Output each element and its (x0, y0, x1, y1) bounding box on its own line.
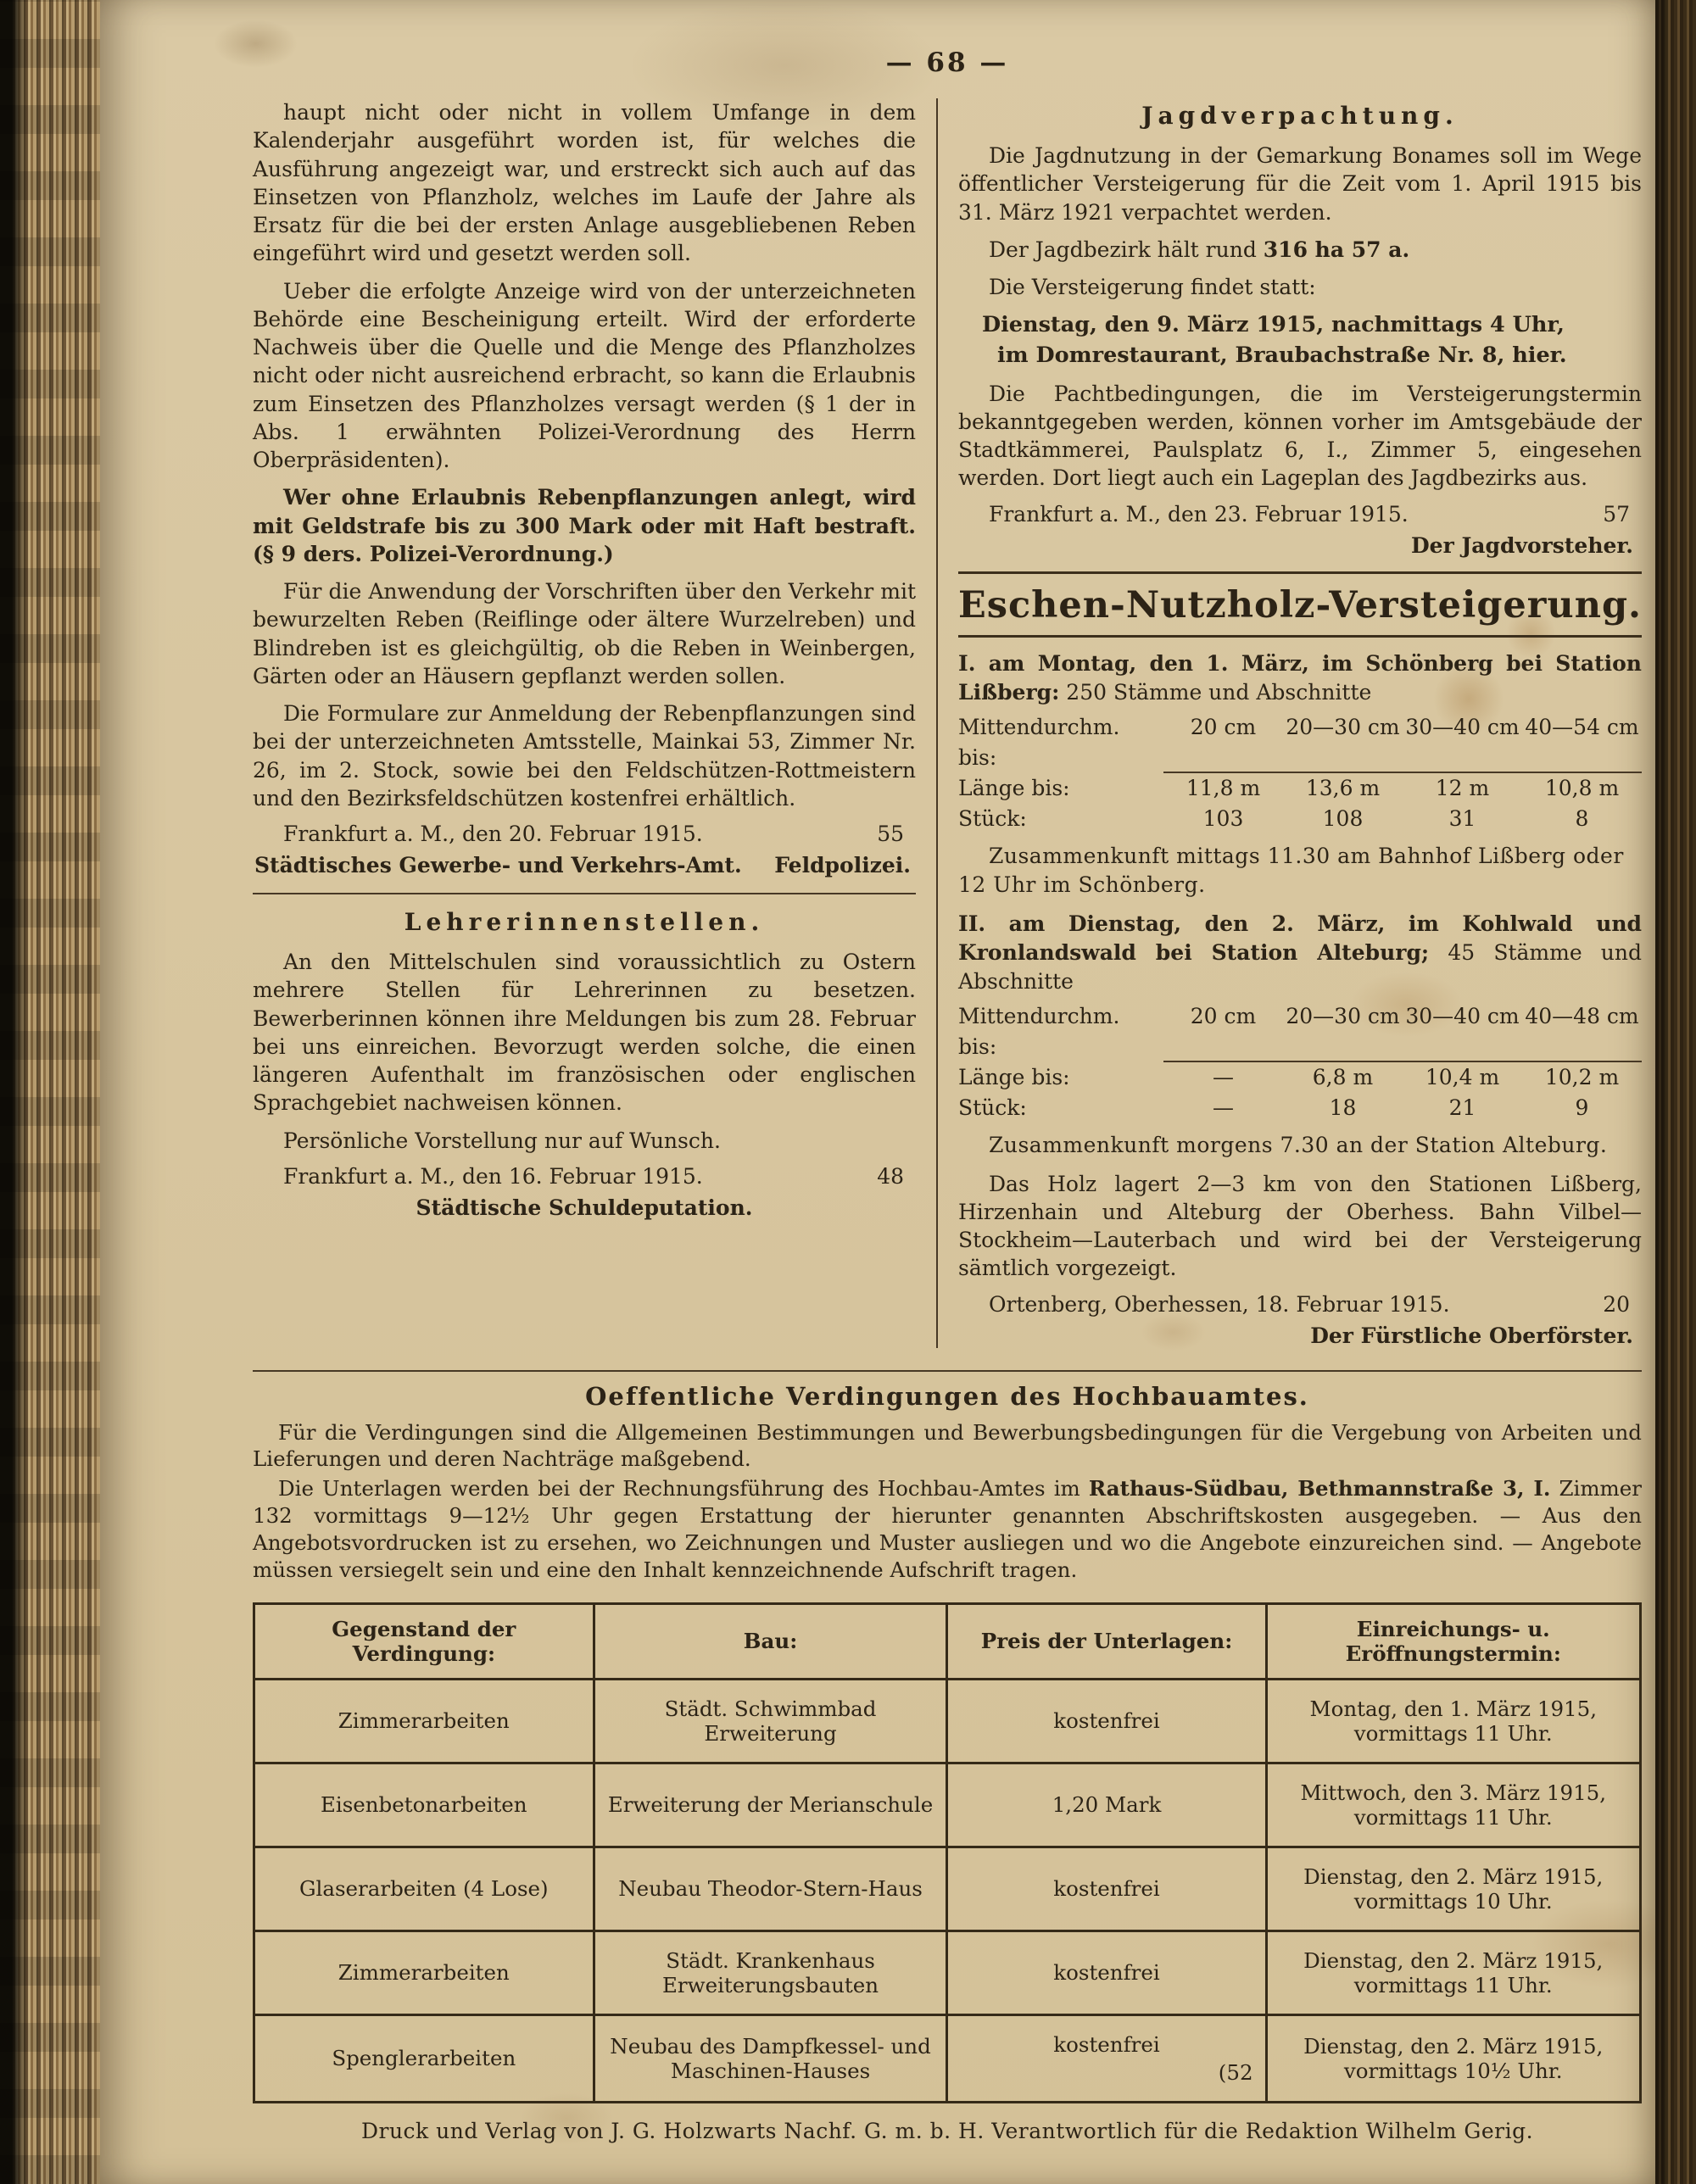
hunting-paragraph-1: Die Jagdnutzung in der Gemarkung Bonames soll im Wege öffentlicher Versteigerung für die Zeit vom 1. April 1915 bis 31. März 1921 verpachtet werden. (958, 143, 1642, 225)
spec-value: 20—30 cm (1286, 1003, 1400, 1028)
item-1-diameter-row (958, 712, 1642, 774)
cell-building: Städt. Schwimmbad Erweiterung (594, 1679, 947, 1763)
table-header-row (254, 1603, 1641, 1679)
vine-paragraph-2: Ueber die erfolgte Anzeige wird von der unterzeichneten Behörde eine Bescheinigung erteilt. Wird der erforderte Nachweis über die Quelle und die Menge des Pflanzholzes nicht oder nicht ausreichend erbracht, so kann die Erlaubnis zum Einsetzen des Pflanzholzes versagt werden (§ 1 der in Abs. 1 erwähnten Polizei-Verordnung des Herrn Oberpräsidenten). (253, 278, 916, 472)
cell-deadline: Dienstag, den 2. März 1915, vormittags 10½ Uhr. (1266, 2014, 1640, 2102)
vine-paragraph-1: haupt nicht oder nicht in vollem Umfange in dem Kalenderjahr ausgeführt worden ist, für welches die Ausführung angezeigt war, und erstreckt sich auch auf das Einsetzen von Pflanzholz, welches im Laufe der Jahre als Ersatz für die bei der ersten Anlage ausgebliebenen Reben eingeführt wird und gesetzt werden soll. (253, 100, 916, 266)
item-1-intro-rest: 250 Stämme und Abschnitte (1059, 679, 1372, 705)
item-1-meeting: Zusammenkunft mittags 11.30 am Bahnhof Lißberg oder 12 Uhr im Schönberg. (958, 843, 1624, 897)
cell-subject: Eisenbetonarbeiten (254, 1763, 594, 1847)
cell-building: Erweiterung der Merianschule (594, 1763, 947, 1847)
spec-value: 12 m (1435, 776, 1490, 801)
item-1-count-row (958, 804, 1642, 834)
cell-price (947, 2014, 1266, 2102)
spec-value: 10,4 m (1425, 1065, 1500, 1090)
spec-label: Stück: (958, 806, 1027, 832)
signature-office: Städtisches Gewerbe- und Verkehrs-Amt. (254, 853, 742, 878)
cell-deadline: Montag, den 1. März 1915, vormittags 11 Uhr. (1266, 1679, 1640, 1763)
spec-value: 20 cm (1190, 714, 1257, 739)
tenders-paragraph-1: Für die Verdingungen sind die Allgemeinen Bestimmungen und Bewerbungsbedingungen für die Vergebung von Arbeiten und Lieferungen und deren Nachträge maßgebend. (253, 1419, 1642, 1472)
dateline-text: Ortenberg, Oberhessen, 18. Februar 1915. (989, 1291, 1450, 1317)
item-1-length-row (958, 773, 1642, 804)
section-divider (253, 893, 916, 894)
spec-value: 103 (1202, 806, 1244, 832)
cell-subject: Zimmerarbeiten (254, 1930, 594, 2014)
hunting-signature: Der Jagdvorsteher. (1410, 532, 1633, 558)
spec-values (1163, 1001, 1642, 1063)
item-1-intro-bold: I. am Montag, den 1. März, im Schönberg bei Station Lißberg: (958, 650, 1642, 705)
auction-item-1-intro (958, 649, 1642, 707)
header-building: Bau: (594, 1603, 947, 1679)
teachers-paragraph-1: An den Mittelschulen sind voraussichtlich zu Ostern mehrere Stellen für Lehrerinnen zu besetzen. Bewerberinnen können ihre Meldungen bis zum 28. Februar bei uns einreichen. Bevorzugt werden solche, die einen längeren Aufenthalt im französischen oder englischen Sprachgebiet nachweisen können. (253, 950, 916, 1116)
header-subject: Gegenstand der Verdingung: (254, 1603, 594, 1679)
vine-penalty-paragraph: Wer ohne Erlaubnis Rebenpflanzungen anlegt, wird mit Geldstrafe bis zu 300 Mark oder mit Haft bestraft. (§ 9 ders. Polizei-Verordnung.) (253, 485, 916, 566)
cell-subject: Spenglerarbeiten (254, 2014, 594, 2102)
item-2-intro-bold: II. am Dienstag, den 2. März, im Kohlwald und Kronlandswald bei Station Alteburg; (958, 911, 1642, 965)
spec-value: 18 (1329, 1095, 1357, 1121)
teachers-signature: Städtische Schuldeputation. (416, 1195, 753, 1220)
header-deadline: Einreichungs- u. Eröffnungstermin: (1266, 1603, 1640, 1679)
spec-label: Stück: (958, 1095, 1027, 1121)
vine-paragraph-3: Für die Anwendung der Vorschriften über den Verkehr mit bewurzelten Reben (Reiflinge oder ältere Wurzelreben) und Blindreben ist es gleichgültig, ob die Reben in Weinbergen, Gärten oder an Häusern gepflanzt werden sollen. (253, 579, 916, 688)
auction-place: im Domrestaurant, Braubachstraße Nr. 8, hier. (997, 342, 1567, 368)
spec-value: — (1213, 1095, 1234, 1121)
notice-number: 20 (1603, 1291, 1630, 1317)
spec-value: 30—40 cm (1405, 1003, 1520, 1028)
spec-label: Mittendurchm. bis: (958, 1003, 1120, 1059)
spec-value: 21 (1448, 1095, 1476, 1121)
spec-values (1163, 1093, 1642, 1123)
imprint-line: Druck und Verlag von J. G. Holzwarts Nachf. G. m. b. H. Verantwortlich für die Redaktion Wilhelm Gerig. (360, 2118, 1534, 2143)
item-2-length-row (958, 1062, 1642, 1093)
hunting-heading: Jagdverpachtung. (1141, 102, 1459, 130)
cell-building: Neubau des Dampfkessel- und Maschinen-Hauses (594, 2014, 947, 2102)
spec-label: Länge bis: (958, 776, 1070, 801)
teachers-dateline (253, 1164, 916, 1189)
print-order-number: (52 (1218, 2059, 1253, 2085)
spec-value: 10,8 m (1544, 776, 1620, 801)
auction-signature: Der Fürstliche Oberförster. (1310, 1323, 1633, 1348)
table-row (254, 2014, 1641, 2102)
item-2-diameter-row (958, 1001, 1642, 1063)
spec-value: 11,8 m (1186, 776, 1261, 801)
spec-value: 20 cm (1190, 1003, 1257, 1028)
spec-value: — (1213, 1065, 1234, 1090)
cell-price: kostenfrei (947, 1679, 1266, 1763)
tenders-table (253, 1602, 1642, 2103)
newspaper-page (100, 0, 1655, 2184)
header-price: Preis der Unterlagen: (947, 1603, 1266, 1679)
hunting-paragraph-2 (958, 236, 1642, 264)
vine-dateline (253, 822, 916, 846)
item-2-meeting: Zusammenkunft morgens 7.30 an der Station Alteburg. (989, 1132, 1608, 1157)
spec-value: 9 (1575, 1095, 1589, 1121)
spec-label: Länge bis: (958, 1065, 1070, 1090)
notice-number: 57 (1603, 501, 1630, 526)
tenders-p2-bold: Rathaus-Südbau, Bethmannstraße 3, I. (1088, 1476, 1551, 1502)
cell-deadline: Dienstag, den 2. März 1915, vormittags 10 Uhr. (1266, 1847, 1640, 1930)
tenders-heading: Oeffentliche Verdingungen des Hochbauamtes. (585, 1381, 1309, 1411)
notice-number: 55 (877, 822, 904, 846)
cell-subject: Zimmerarbeiten (254, 1679, 594, 1763)
spec-value: 108 (1322, 806, 1364, 832)
page-number: — 68 — (885, 47, 1009, 78)
book-binding-edge (0, 0, 100, 2184)
auction-item-2-intro (958, 910, 1642, 996)
auction-dateline (958, 1292, 1642, 1317)
dateline-text: Frankfurt a. M., den 20. Februar 1915. (283, 822, 703, 846)
spec-value: 40—48 cm (1525, 1003, 1639, 1028)
table-row (254, 1847, 1641, 1930)
cell-building: Neubau Theodor-Stern-Haus (594, 1847, 947, 1930)
hunting-paragraph-3: Die Versteigerung findet statt: (989, 275, 1316, 299)
tenders-paragraph-2 (253, 1475, 1642, 1583)
cell-subject: Glaserarbeiten (4 Lose) (254, 1847, 594, 1930)
hunting-dateline (958, 502, 1642, 526)
page-stack-edge (1655, 0, 1696, 2184)
spec-values (1163, 712, 1642, 774)
timber-auction-section (958, 571, 1642, 1348)
spec-values (1163, 1062, 1642, 1093)
dateline-text: Frankfurt a. M., den 23. Februar 1915. (989, 501, 1409, 526)
cell-building: Städt. Krankenhaus Erweiterungsbauten (594, 1930, 947, 2014)
signature-dept: Feldpolizei. (774, 853, 911, 878)
tenders-p2-post: Zimmer 132 vormittags 9—12½ Uhr gegen Erstattung der hierunter genannten Abschriftskosten ausgegeben. — Aus den Angebotsvordrucken ist zu ersehen, wo Zeichnungen und Muster ausliegen und wo die Angebote einzureichen sind. — Angebote müssen versiegelt sein und eine den Inhalt kennzeichnende Aufschrift tragen. (253, 1476, 1642, 1582)
vine-signature (254, 853, 911, 878)
public-tenders-section (253, 1370, 1642, 2143)
notice-number: 48 (877, 1163, 904, 1189)
left-column (253, 98, 936, 1348)
spec-label: Mittendurchm. bis: (958, 714, 1120, 770)
teachers-paragraph-2: Persönliche Vorstellung nur auf Wunsch. (283, 1128, 721, 1153)
cell-deadline: Mittwoch, den 3. März 1915, vormittags 11 Uhr. (1266, 1763, 1640, 1847)
district-size: 316 ha 57 a. (1263, 237, 1410, 262)
cell-price: kostenfrei (947, 1847, 1266, 1930)
cell-price: 1,20 Mark (947, 1763, 1266, 1847)
item-2-count-row (958, 1093, 1642, 1123)
spec-value: 20—30 cm (1286, 714, 1400, 739)
timber-auction-title: Eschen-Nutzholz-Versteigerung. (958, 574, 1642, 638)
cell-deadline: Dienstag, den 2. März 1915, vormittags 11 Uhr. (1266, 1930, 1640, 2014)
spec-value: 30—40 cm (1405, 714, 1520, 739)
cell-price: kostenfrei (947, 1930, 1266, 2014)
spec-values (1163, 804, 1642, 834)
spec-value: 8 (1575, 806, 1589, 832)
table-row (254, 1930, 1641, 2014)
auction-date: Dienstag, den 9. März 1915, nachmittags 4 Uhr, (982, 312, 1565, 338)
two-column-area (253, 98, 1642, 1348)
district-size-pre: Der Jagdbezirk hält rund (989, 237, 1264, 262)
teachers-heading: Lehrerinnenstellen. (404, 908, 765, 936)
spec-value: 31 (1448, 806, 1476, 832)
price-text: kostenfrei (1053, 2031, 1160, 2057)
spec-value: 10,2 m (1544, 1065, 1620, 1090)
right-column (936, 98, 1642, 1348)
table-row (254, 1763, 1641, 1847)
vine-paragraph-4: Die Formulare zur Anmeldung der Rebenpflanzungen sind bei der unterzeichneten Amtsstelle, Mainkai 53, Zimmer Nr. 26, im 2. Stock, sowie bei den Feldschützen-Rottmeistern und den Bezirksfeldschützen kostenfrei erhältlich. (253, 701, 916, 811)
auction-date-lines (958, 310, 1642, 370)
auction-storage-note: Das Holz lagert 2—3 km von den Stationen Lißberg, Hirzenhain und Alteburg der Oberhess. Bahn Vilbel—Stockheim—Lauterbach und wird bei der Versteigerung sämtlich vorgezeigt. (958, 1171, 1642, 1281)
tenders-p2-pre: Die Unterlagen werden bei der Rechnungsführung des Hochbau-Amtes im (278, 1476, 1089, 1502)
item-2-intro-rest: 45 Stämme und Abschnitte (958, 939, 1642, 994)
spec-value: 6,8 m (1312, 1065, 1374, 1090)
spec-value: 13,6 m (1305, 776, 1381, 801)
spec-value: 40—54 cm (1525, 714, 1639, 739)
dateline-text: Frankfurt a. M., den 16. Februar 1915. (283, 1163, 703, 1189)
hunting-paragraph-4: Die Pachtbedingungen, die im Versteigerungstermin bekanntgegeben werden, können vorher im Amtsgebäude der Stadtkämmerei, Paulsplatz 6, I., Zimmer 5, eingesehen werden. Dort liegt auch ein Lageplan des Jagdbezirks aus. (958, 381, 1642, 491)
table-row (254, 1679, 1641, 1763)
spec-values (1163, 773, 1642, 804)
